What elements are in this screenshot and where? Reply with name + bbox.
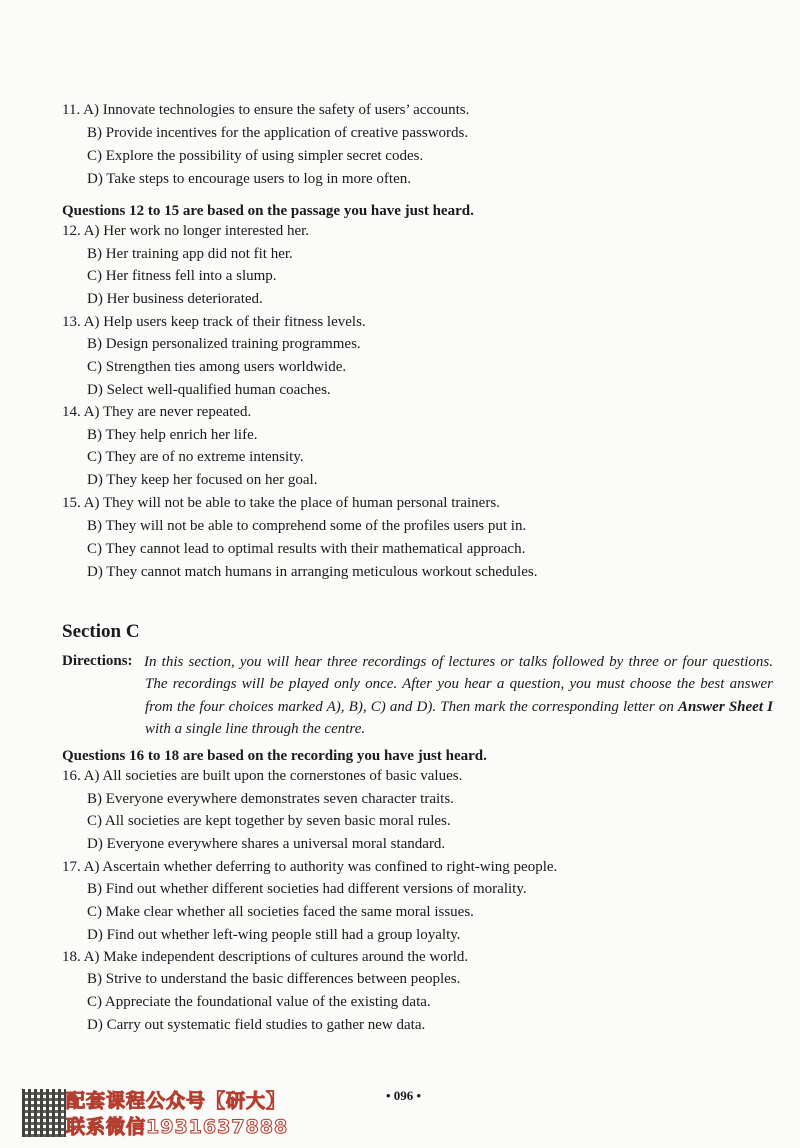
q13-option-b: B) Design personalized training programmes. <box>87 336 361 352</box>
q16-option-b: B) Everyone everywhere demonstrates seven character traits. <box>87 791 454 807</box>
q13-option-d: D) Select well-qualified human coaches. <box>87 382 331 398</box>
qr-code-icon <box>22 1089 66 1137</box>
section-c-title: Section C <box>62 621 140 642</box>
q14-option-b: B) They help enrich her life. <box>87 427 258 443</box>
q15-option-a: 15. A) They will not be able to take the place of human personal trainers. <box>62 495 500 511</box>
q17-option-a: 17. A) Ascertain whether deferring to authority was confined to right-wing people. <box>62 859 558 875</box>
q16-option-d: D) Everyone everywhere shares a universal moral standard. <box>87 836 446 852</box>
q15-option-b: B) They will not be able to comprehend some of the profiles users put in. <box>87 518 527 534</box>
q17-option-c: C) Make clear whether all societies faced the same moral issues. <box>87 904 474 920</box>
q12-option-d: D) Her business deteriorated. <box>87 291 263 307</box>
q12-option-a: 12. A) Her work no longer interested her. <box>62 223 310 239</box>
group-heading-12-15: Questions 12 to 15 are based on the passage you have just heard. <box>62 203 474 219</box>
q15-option-c: C) They cannot lead to optimal results with their mathematical approach. <box>87 541 526 557</box>
footer-watermark <box>22 1089 312 1141</box>
q17-option-d: D) Find out whether left-wing people still had a group loyalty. <box>87 927 461 943</box>
q18-option-b: B) Strive to understand the basic differences between peoples. <box>87 971 461 987</box>
directions-text <box>145 651 773 740</box>
q11-option-d: D) Take steps to encourage users to log in more often. <box>87 171 412 187</box>
q14-option-c: C) They are of no extreme intensity. <box>87 449 304 465</box>
page-number: • 096 • <box>386 1088 422 1103</box>
directions-text-part2: with a single line through the centre. <box>145 720 366 737</box>
q14-option-a: 14. A) They are never repeated. <box>62 404 252 420</box>
q11-option-b: B) Provide incentives for the application of creative passwords. <box>87 125 469 141</box>
group-heading-16-18: Questions 16 to 18 are based on the recording you have just heard. <box>62 748 487 764</box>
q17-option-b: B) Find out whether different societies had different versions of morality. <box>87 881 527 897</box>
q18-option-d: D) Carry out systematic field studies to gather new data. <box>87 1017 426 1033</box>
q16-option-a: 16. A) All societies are built upon the cornerstones of basic values. <box>62 768 463 784</box>
watermark-line-1: 配套课程公众号【研大】 <box>66 1090 287 1112</box>
q11-option-c: C) Explore the possibility of using simpler secret codes. <box>87 148 424 164</box>
q11-option-a: 11. A) Innovate technologies to ensure the safety of users’ accounts. <box>62 102 470 118</box>
q13-option-a: 13. A) Help users keep track of their fitness levels. <box>62 314 366 330</box>
q18-option-a: 18. A) Make independent descriptions of cultures around the world. <box>62 949 469 965</box>
q14-option-d: D) They keep her focused on her goal. <box>87 472 318 488</box>
answer-sheet-label: Answer Sheet I <box>677 698 773 715</box>
q18-option-c: C) Appreciate the foundational value of the existing data. <box>87 994 431 1010</box>
q16-option-c: C) All societies are kept together by seven basic moral rules. <box>87 813 451 829</box>
q12-option-c: C) Her fitness fell into a slump. <box>87 268 277 284</box>
directions-text-part1: In this section, you will hear three recordings of lectures or talks followed by three or four questions. The recordings will be played only once. After you hear a question, you must choose the best answer from the four choices marked A), B), C) and D). Then mark the corresponding letter on <box>144 654 773 715</box>
watermark-line-2: 联系微信1931637888 <box>66 1116 289 1138</box>
directions-label: Directions: <box>62 653 133 669</box>
q12-option-b: B) Her training app did not fit her. <box>87 246 293 262</box>
q13-option-c: C) Strengthen ties among users worldwide. <box>87 359 347 375</box>
q15-option-d: D) They cannot match humans in arranging meticulous workout schedules. <box>87 564 538 580</box>
